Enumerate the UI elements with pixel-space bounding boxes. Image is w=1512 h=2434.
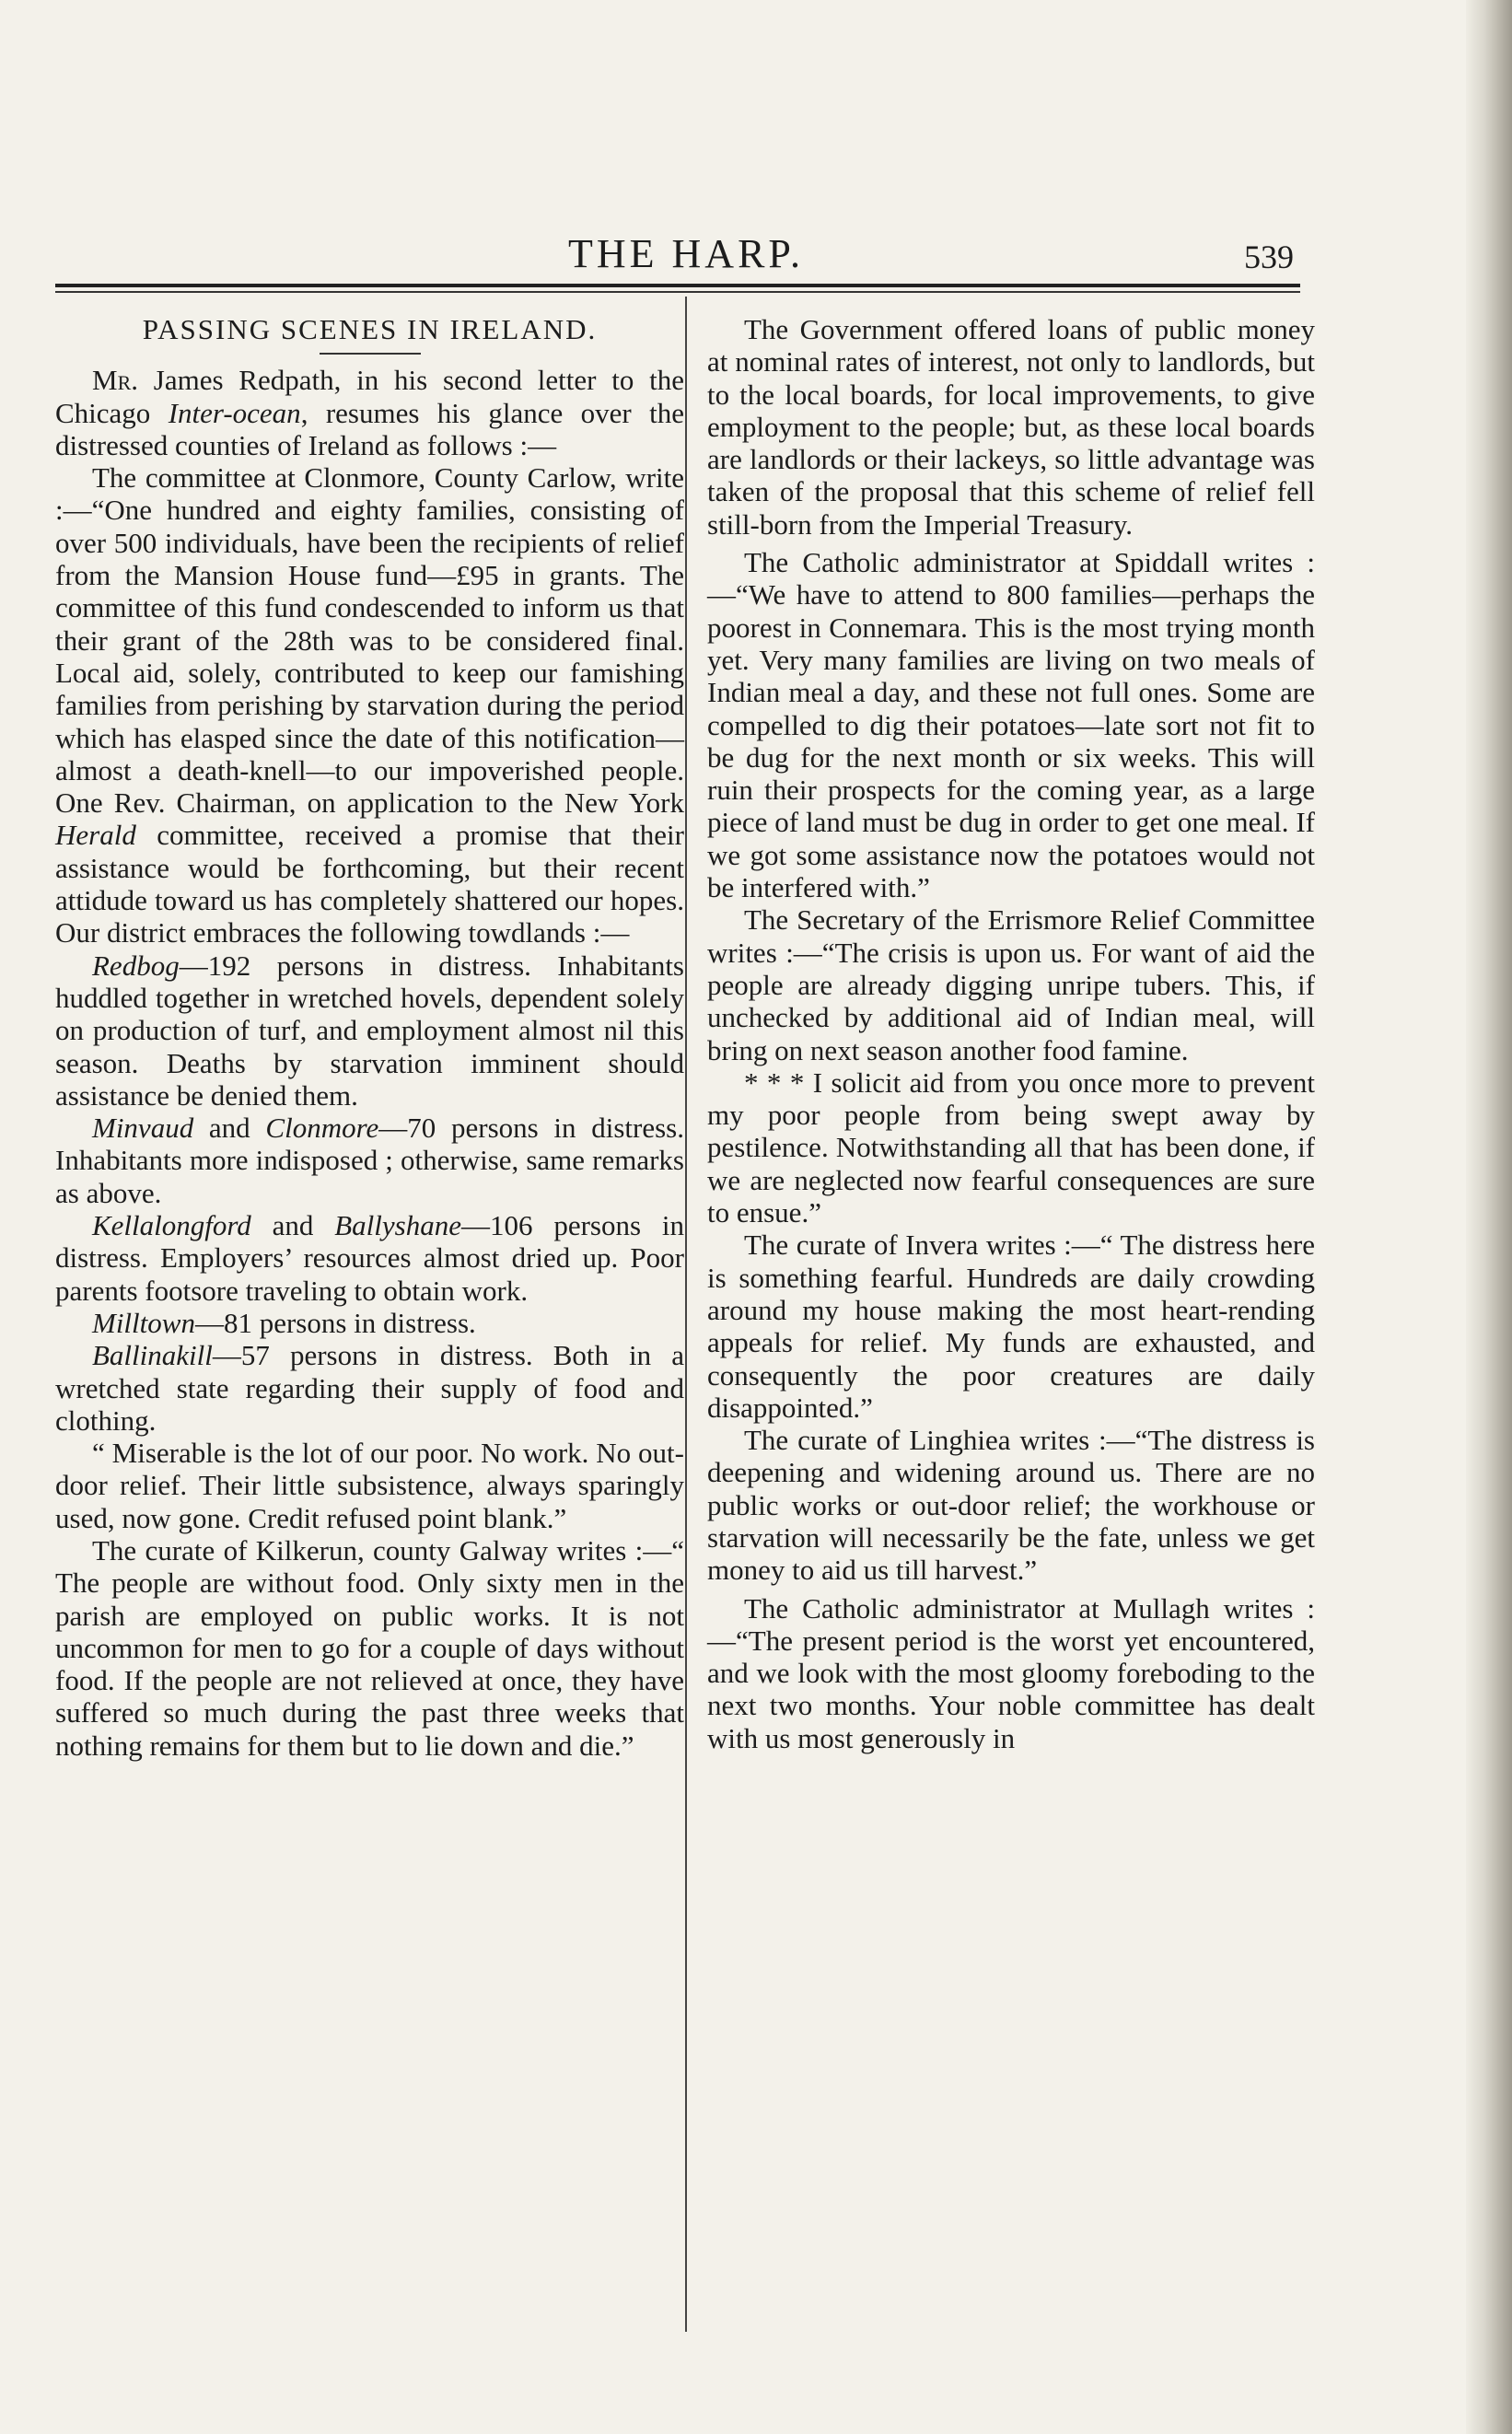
mullagh-paragraph: The Catholic administrator at Mullagh writes :—“The present period is the worst yet encountered, and we look with the most gloomy foreboding to the next two months. Your noble committee has dealt with us most generously in	[707, 1591, 1315, 1754]
townland-text: —57 persons in distress. Both in a wretched state regarding their supply of food and clothing.	[55, 1339, 684, 1437]
errismore-paragraph: The Secretary of the Errismore Relief Committee writes :—“The crisis is upon us. For want of aid the people are already digging unripe tubers. This, if unchecked by additional aid of Indian meal, will bring on next season another food famine.	[707, 903, 1315, 1066]
left-column	[55, 313, 684, 1762]
page-number: 539	[1244, 239, 1294, 275]
clonmore-text-a: The committee at Clonmore, County Carlow, write :—“One hundred and eighty families, consisting of over 500 individuals, have been the recipients of relief from the Mansion House fund—£95 in grants. The committee of this fund condescended to inform us that their grant of the 28th was to be considered final. Local aid, solely, contributed to keep our famishing families from perishing by starvation during the period which has elasped since the date of this notification—almost a death-knell—to our impoverished people. One Rev. Chairman, on application to the New York	[55, 461, 684, 820]
running-title: THE HARP.	[567, 231, 805, 276]
intro-paragraph	[55, 364, 684, 461]
townland-ballinakill	[55, 1339, 684, 1437]
right-column	[707, 313, 1315, 1754]
townland-redbog	[55, 949, 684, 1112]
column-divider	[685, 297, 687, 2332]
miserable-paragraph: “ Miserable is the lot of our poor. No work. No out-door relief. Their little subsistence, always sparingly used, now gone. Credit refused point blank.”	[55, 1437, 684, 1534]
townland-name: Clonmore	[265, 1112, 379, 1145]
clonmore-paragraph	[55, 461, 684, 949]
townland-name: Redbog	[92, 949, 180, 982]
kilkerun-paragraph: The curate of Kilkerun, county Galway writes :—“ The people are without food. Only sixty men in the parish are employed on public works. It is not uncommon for men to go for a couple of days without food. If the people are not relieved at once, they have suffered so much during the past three weeks that nothing remains for them but to lie down and die.”	[55, 1533, 684, 1762]
townland-name: Kellalongford	[92, 1209, 251, 1242]
clonmore-text-b: committee, received a promise that their assistance would be forthcoming, but their recent attidude toward us has completely shattered our hopes. Our district embraces the following towdlands :—	[55, 819, 684, 949]
spiddall-paragraph: The Catholic administrator at Spiddall writes :—“We have to attend to 800 families—perhaps the poorest in Connemara. This is the most trying month yet. Very many families are living on two meals of Indian meal a day, and these not full ones. Some are compelled to dig their potatoes—late sort not fit to be dug for the next month or six weeks. This will ruin their prospects for the coming year, as a large piece of land must be dug in order to get one meal. If we got some assistance now the potatoes would not be interfered with.”	[707, 546, 1315, 904]
townland-minvaud	[55, 1112, 684, 1209]
government-paragraph: The Government offered loans of public money at nominal rates of interest, not only to landlords, but to the local boards, for local improvements, to give employment to the people; but, as these local boards are landlords or their lackeys, so little advantage was taken of the proposal that this scheme of relief fell still-born from the Imperial Treasury.	[707, 313, 1315, 541]
article-title: PASSING SCENES IN IRELAND.	[142, 313, 598, 345]
townland-name: Ballinakill	[92, 1339, 213, 1372]
page-header	[55, 230, 1317, 285]
townland-name: Milltown	[92, 1306, 195, 1339]
townland-text: —192 persons in distress. Inhabitants huddled together in wretched hovels, dependent solely on production of turf, and employment almost nil this season. Deaths by starvation imminent should assistance be denied them.	[55, 949, 684, 1112]
intro-text-a: James Redpath, in his second letter to the Chicago	[55, 364, 684, 429]
title-rule	[320, 353, 421, 355]
page-edge-shadow	[1466, 0, 1512, 2434]
townland-text: —70 persons in distress. Inhabitants more indisposed ; otherwise, same remarks as above.	[55, 1112, 684, 1209]
townland-text: —106 persons in distress. Employers’ resources almost dried up. Poor parents footsore traveling to obtain work.	[55, 1209, 684, 1307]
newspaper-name: Inter-ocean	[168, 396, 301, 429]
linghiea-paragraph: The curate of Linghiea writes :—“The distress is deepening and widening around us. There are no public works or out-door relief; the workhouse or starvation will necessarily be the fate, unless we get money to aid us till harvest.”	[707, 1424, 1315, 1587]
header-rule-thin	[55, 291, 1300, 293]
townland-name: Minvaud	[92, 1112, 194, 1145]
intro-prefix: Mr.	[92, 364, 138, 397]
townland-milltown	[55, 1307, 684, 1339]
townland-joiner: and	[250, 1209, 335, 1242]
herald-name: Herald	[55, 819, 136, 852]
townland-text: —81 persons in distress.	[194, 1306, 476, 1339]
invera-paragraph: The curate of Invera writes :—“ The distress here is something fearful. Hundreds are daily crowding around my house making the most heart-rending appeals for relief. My funds are exhausted, and consequently the poor creatures are daily disappointed.”	[707, 1229, 1315, 1424]
solicit-paragraph: * * * I solicit aid from you once more to prevent my poor people from being swept away by pestilence. Notwithstanding all that has been done, if we are neglected now fearful consequences are sure to ensue.”	[707, 1066, 1315, 1229]
townland-name: Ballyshane	[334, 1209, 461, 1242]
header-rule-thick	[55, 284, 1300, 287]
townland-kellalongford	[55, 1209, 684, 1307]
townland-joiner: and	[193, 1112, 266, 1145]
intro-text-b: , resumes his glance over the distressed counties of Ireland as follows :—	[55, 396, 684, 461]
